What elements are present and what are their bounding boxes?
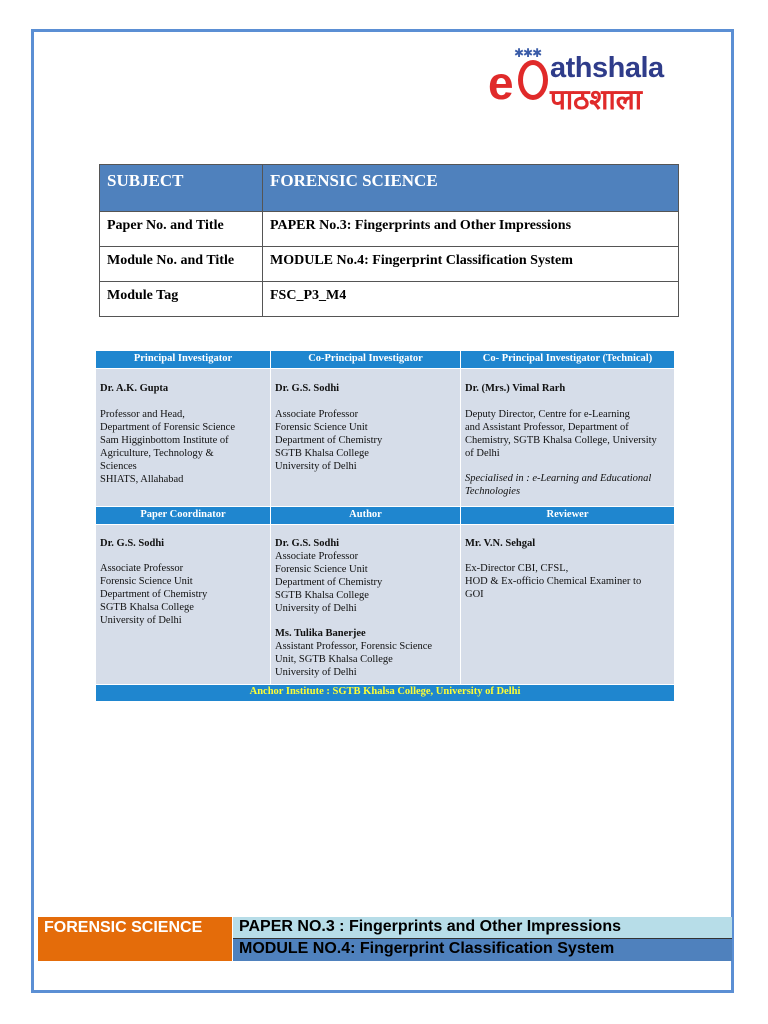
reviewer-name: Mr. V.N. Sehgal (465, 538, 536, 549)
logo-ring-icon (518, 60, 548, 100)
copi-header: Co-Principal Investigator (271, 351, 461, 369)
epathshala-logo (488, 46, 720, 116)
detail-line: SGTB Khalsa College (275, 448, 369, 459)
pi-details (100, 408, 266, 486)
team-row-investigators (96, 369, 675, 507)
table-row (100, 247, 679, 282)
coordinator-cell (96, 525, 271, 685)
copi-name: Dr. G.S. Sodhi (275, 383, 340, 394)
detail-line: Deputy Director, Centre for e-Learning (465, 409, 630, 420)
detail-line: Sciences (100, 461, 137, 472)
detail-line: Technologies (465, 486, 521, 497)
team-table (95, 350, 675, 702)
detail-line: GOI (465, 589, 484, 600)
module-label: Module No. and Title (100, 247, 263, 282)
paper-value: PAPER No.3: Fingerprints and Other Impressions (263, 212, 679, 247)
copi-tech-header: Co- Principal Investigator (Technical) (461, 351, 675, 369)
detail-line: Forensic Science Unit (100, 576, 193, 587)
detail-line: Specialised in : e-Learning and Educational (465, 473, 652, 484)
detail-line: Department of Chemistry (275, 577, 383, 588)
logo-pathshala: athshala (550, 52, 664, 84)
reviewer-cell (461, 525, 675, 685)
detail-line: Forensic Science Unit (275, 422, 368, 433)
copi-cell (271, 369, 461, 507)
detail-line: and Assistant Professor, Department of (465, 422, 629, 433)
detail-line: Unit, SGTB Khalsa College (275, 654, 393, 665)
author2-details (275, 640, 456, 679)
detail-line: HOD & Ex-officio Chemical Examiner to (465, 576, 642, 587)
copi-tech-details (465, 408, 670, 460)
detail-line: Ex-Director CBI, CFSL, (465, 563, 569, 574)
copi-tech-name: Dr. (Mrs.) Vimal Rarh (465, 383, 566, 394)
module-value: MODULE No.4: Fingerprint Classification System (263, 247, 679, 282)
subject-value: FORENSIC SCIENCE (263, 165, 679, 212)
pi-name: Dr. A.K. Gupta (100, 383, 169, 394)
detail-line: Department of Forensic Science (100, 422, 235, 433)
team-header-row (96, 351, 675, 369)
table-row (100, 212, 679, 247)
subject-header-row (100, 165, 679, 212)
reviewer-details (465, 562, 670, 601)
logo-hindi: पाठशाला (550, 83, 642, 116)
anchor-row (96, 685, 675, 702)
detail-line: Associate Professor (275, 551, 359, 562)
author-header: Author (271, 507, 461, 525)
detail-line: University of Delhi (275, 603, 357, 614)
detail-line: Department of Chemistry (100, 589, 208, 600)
pi-header: Principal Investigator (96, 351, 271, 369)
detail-line: SHIATS, Allahabad (100, 474, 184, 485)
author-name: Dr. G.S. Sodhi (275, 538, 340, 549)
coordinator-details (100, 562, 266, 627)
team-header-row-2 (96, 507, 675, 525)
copi-tech-specialisation (465, 472, 670, 498)
detail-line: Associate Professor (275, 409, 359, 420)
detail-line: Associate Professor (100, 563, 184, 574)
reviewer-header: Reviewer (461, 507, 675, 525)
module-tag-label: Module Tag (100, 282, 263, 317)
detail-line: University of Delhi (100, 615, 182, 626)
detail-line: SGTB Khalsa College (275, 590, 369, 601)
anchor-institute: Anchor Institute : SGTB Khalsa College, University of Delhi (96, 685, 675, 702)
author-details (275, 550, 456, 615)
detail-line: Assistant Professor, Forensic Science (275, 641, 433, 652)
paper-label: Paper No. and Title (100, 212, 263, 247)
detail-line: of Delhi (465, 448, 500, 459)
subject-table (99, 164, 679, 317)
table-row (100, 282, 679, 317)
detail-line: SGTB Khalsa College (100, 602, 194, 613)
detail-line: Forensic Science Unit (275, 564, 368, 575)
pi-cell (96, 369, 271, 507)
detail-line: University of Delhi (275, 667, 357, 678)
detail-line: Department of Chemistry (275, 435, 383, 446)
detail-line: Chemistry, SGTB Khalsa College, University (465, 435, 657, 446)
coordinator-name: Dr. G.S. Sodhi (100, 538, 165, 549)
detail-line: University of Delhi (275, 461, 357, 472)
people-figures-icon: ✱✱✱ (514, 46, 542, 60)
footer-paper: PAPER NO.3 : Fingerprints and Other Impressions (233, 917, 732, 939)
copi-tech-cell (461, 369, 675, 507)
coordinator-header: Paper Coordinator (96, 507, 271, 525)
team-row-contributors (96, 525, 675, 685)
footer-bar (38, 917, 732, 961)
logo-e: e (488, 57, 514, 109)
author-cell (271, 525, 461, 685)
copi-details (275, 408, 456, 473)
footer-subject: FORENSIC SCIENCE (38, 917, 232, 961)
detail-line: Agriculture, Technology & (100, 448, 214, 459)
module-tag-value: FSC_P3_M4 (263, 282, 679, 317)
subject-label: SUBJECT (100, 165, 263, 212)
detail-line: Sam Higginbottom Institute of (100, 435, 229, 446)
detail-line: Professor and Head, (100, 409, 185, 420)
author2-name: Ms. Tulika Banerjee (275, 628, 366, 639)
footer-module: MODULE NO.4: Fingerprint Classification System (233, 939, 732, 961)
